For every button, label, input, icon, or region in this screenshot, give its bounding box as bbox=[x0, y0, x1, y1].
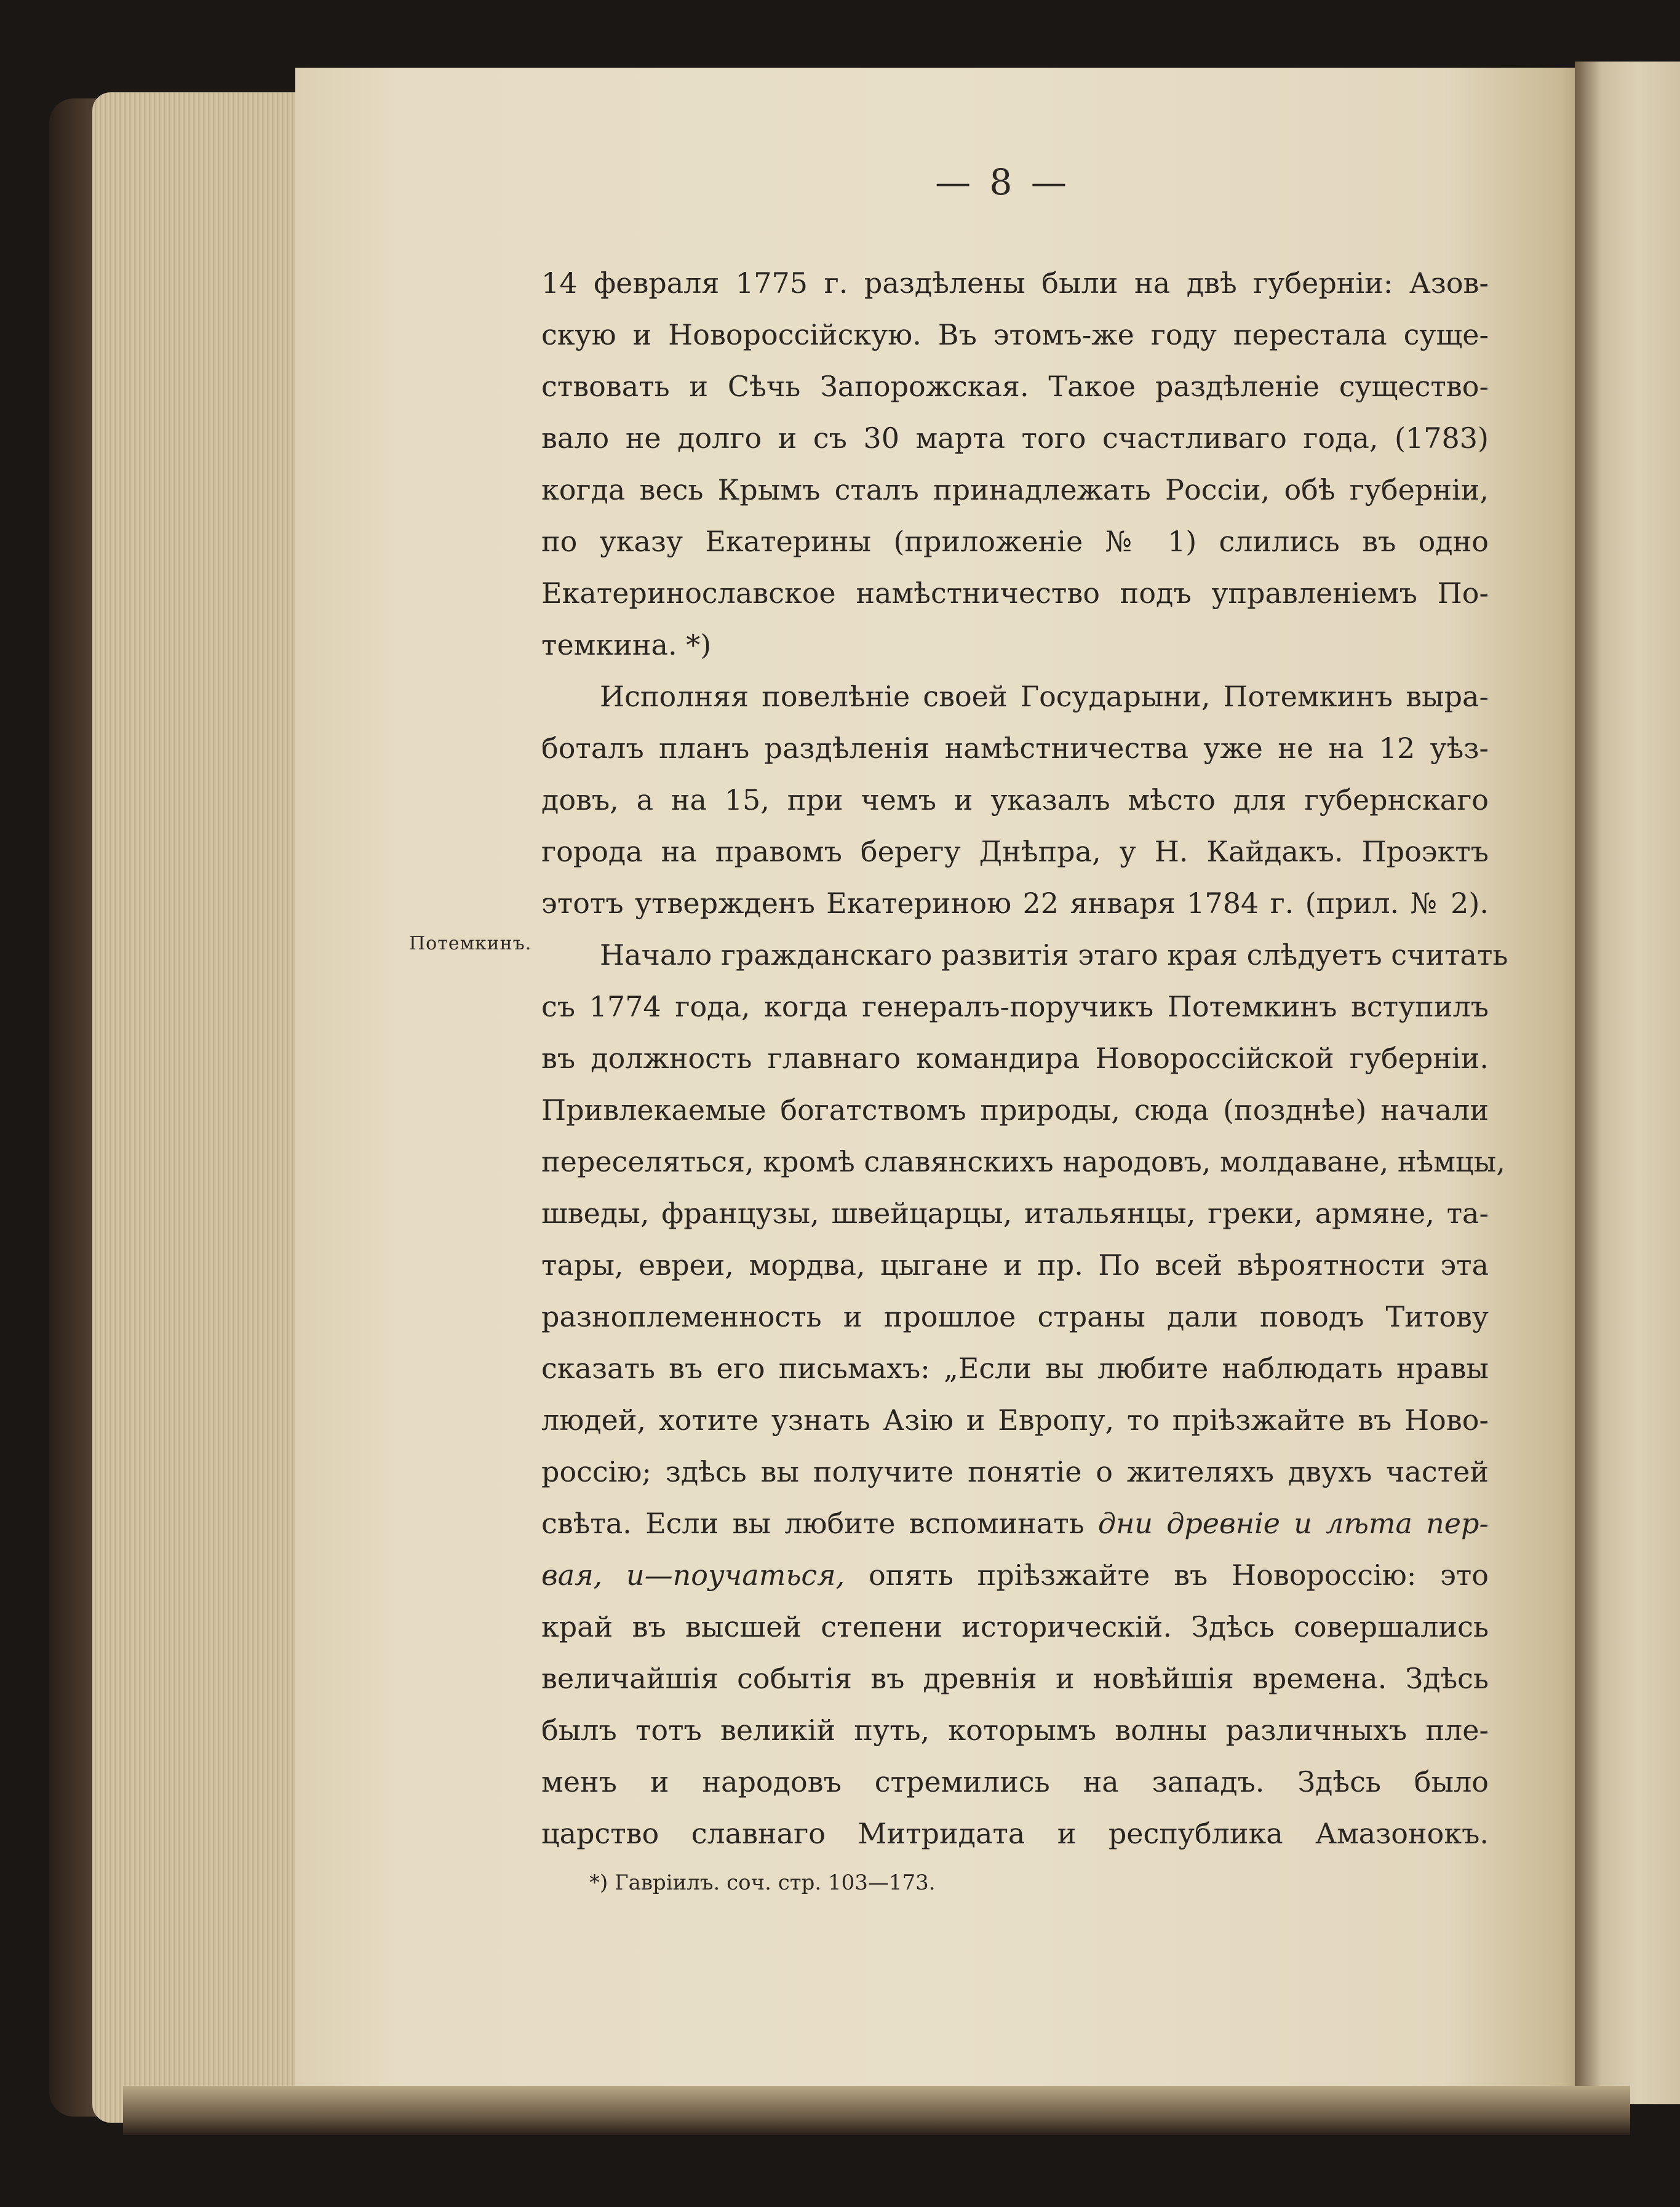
text-line bbox=[541, 1549, 1489, 1601]
text-line bbox=[541, 309, 1489, 361]
text-line bbox=[541, 1704, 1489, 1756]
line-text: вало не долго и съ 30 марта того счастливаго года, (1783) bbox=[541, 421, 1489, 455]
line-text: переселяться, кромѣ славянскихъ народовъ, молдаване, нѣмцы, bbox=[541, 1145, 1505, 1178]
text-line bbox=[541, 1187, 1489, 1239]
text-line bbox=[541, 1756, 1489, 1808]
footnote: *) Гавріилъ. соч. стр. 103—173. bbox=[589, 1870, 936, 1895]
text-line bbox=[541, 257, 1489, 309]
text-line bbox=[541, 1601, 1489, 1653]
line-text: людей, хотите узнать Азію и Европу, то пріѣзжайте въ Ново- bbox=[541, 1403, 1489, 1437]
text-line bbox=[541, 1343, 1489, 1394]
line-text: довъ, а на 15, при чемъ и указалъ мѣсто для губернскаго bbox=[541, 783, 1489, 816]
text-line bbox=[541, 1394, 1489, 1446]
text-line bbox=[541, 1498, 1489, 1549]
line-text: 14 февраля 1775 г. раздѣлены были на двѣ губерніи: Азов- bbox=[541, 266, 1489, 300]
text-line bbox=[541, 774, 1489, 826]
text-line bbox=[541, 671, 1489, 722]
line-text: тары, евреи, мордва, цыгане и пр. По всей вѣроятности эта bbox=[541, 1248, 1489, 1282]
text-line bbox=[541, 1291, 1489, 1343]
text-line bbox=[541, 464, 1489, 516]
text-line bbox=[541, 1136, 1505, 1187]
line-text: былъ тотъ великій путь, которымъ волны различныхъ пле- bbox=[541, 1714, 1489, 1747]
line-text: опять пріѣзжайте въ Новороссію: это bbox=[845, 1558, 1489, 1592]
body-text bbox=[541, 257, 1508, 1859]
line-text: Привлекаемые богатствомъ природы, сюда (позднѣе) начали bbox=[541, 1093, 1489, 1127]
page-number: — 8 — bbox=[935, 161, 1070, 203]
margin-note: Потемкинъ. bbox=[409, 933, 532, 954]
line-text: этотъ утвержденъ Екатериною 22 января 1784 г. (прил. № 2). bbox=[541, 887, 1489, 920]
text-line bbox=[541, 567, 1489, 619]
line-text: царство славнаго Митридата и республика Амазонокъ. bbox=[541, 1817, 1489, 1850]
line-text: разноплеменность и прошлое страны дали поводъ Титову bbox=[541, 1300, 1489, 1333]
bottom-shadow bbox=[123, 2086, 1630, 2135]
line-text: въ должность главнаго командира Новороссійской губерніи. bbox=[541, 1042, 1489, 1075]
line-text: боталъ планъ раздѣленія намѣстничества уже не на 12 уѣз- bbox=[541, 732, 1489, 765]
line-text: темкина. *) bbox=[541, 628, 712, 661]
text-line bbox=[541, 1653, 1489, 1704]
line-text: величайшія событія въ древнія и новѣйшія времена. Здѣсь bbox=[541, 1662, 1489, 1695]
text-line bbox=[541, 877, 1489, 929]
line-text: шведы, французы, швейцарцы, итальянцы, греки, армяне, та- bbox=[541, 1197, 1489, 1230]
text-line bbox=[541, 361, 1489, 412]
line-text: съ 1774 года, когда генералъ-поручикъ Потемкинъ вступилъ bbox=[541, 990, 1489, 1023]
line-text: по указу Екатерины (приложеніе № 1) слились въ одно bbox=[541, 525, 1489, 558]
text-line bbox=[541, 1239, 1489, 1291]
text-line bbox=[541, 412, 1489, 464]
next-page-edge bbox=[1575, 62, 1680, 2104]
line-text: россію; здѣсь вы получите понятіе о жителяхъ двухъ частей bbox=[541, 1455, 1489, 1488]
line-text: менъ и народовъ стремились на западъ. Здѣсь было bbox=[541, 1765, 1489, 1798]
line-text: города на правомъ берегу Днѣпра, у Н. Кайдакъ. Проэктъ bbox=[541, 835, 1489, 868]
text-line bbox=[541, 981, 1489, 1032]
line-text: Исполняя повелѣніе своей Государыни, Потемкинъ выра- bbox=[600, 680, 1489, 713]
text-line bbox=[541, 1084, 1489, 1136]
text-line bbox=[541, 516, 1489, 567]
text-line bbox=[541, 1446, 1489, 1498]
italic-text: дни древніе и лѣта пер- bbox=[1097, 1507, 1489, 1540]
line-text: ствовать и Сѣчь Запорожская. Такое раздѣленіе существо- bbox=[541, 370, 1489, 403]
text-line bbox=[541, 1808, 1489, 1859]
text-line bbox=[541, 1032, 1489, 1084]
line-text: сказать въ его письмахъ: „Если вы любите наблюдать нравы bbox=[541, 1352, 1489, 1385]
italic-text: вая, и—поучаться, bbox=[541, 1558, 845, 1592]
line-text: край въ высшей степени историческій. Здѣсь совершались bbox=[541, 1610, 1489, 1643]
line-text: скую и Новороссійскую. Въ этомъ-же году перестала суще- bbox=[541, 318, 1489, 351]
line-text: когда весь Крымъ сталъ принадлежать Россіи, обѣ губерніи, bbox=[541, 473, 1489, 506]
line-text: свѣта. Если вы любите вспоминать bbox=[541, 1507, 1098, 1540]
text-line bbox=[541, 826, 1489, 877]
page-edges bbox=[92, 92, 320, 2123]
line-text: Екатеринославское намѣстничество подъ управленіемъ По- bbox=[541, 577, 1489, 610]
text-line bbox=[541, 722, 1489, 774]
text-line bbox=[541, 619, 1489, 671]
line-text: Начало гражданскаго развитія этаго края слѣдуетъ считать bbox=[600, 938, 1508, 972]
text-line bbox=[541, 929, 1508, 981]
